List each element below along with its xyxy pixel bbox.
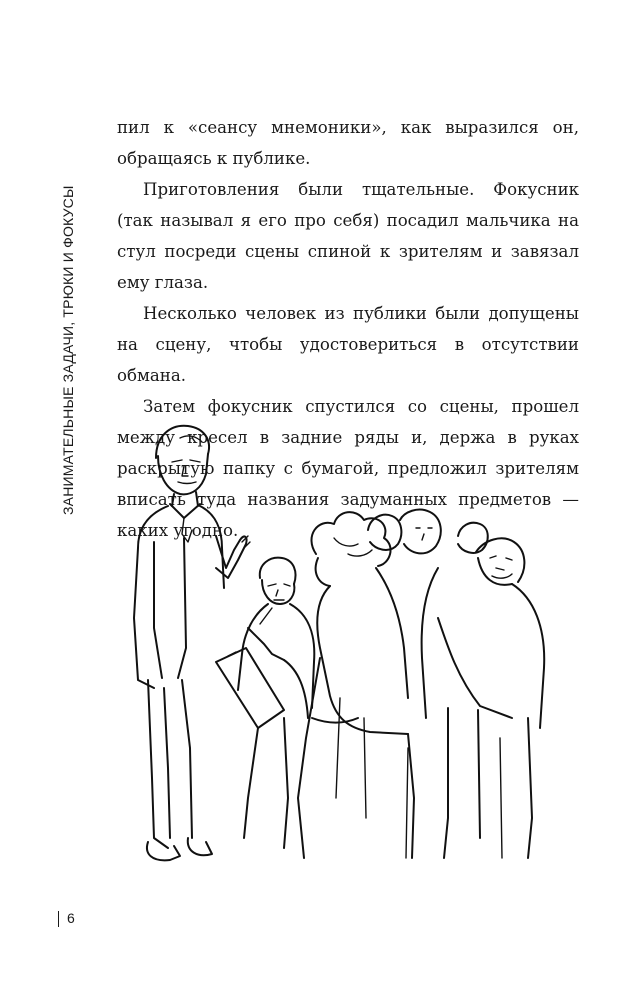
paragraph-4: Затем фокусник спустился со сцены, прошел между кресел в задние ряды и, держа в руках раскрытую папку с бумагой, предложил зрителям вписать туда названия задуманных предметов — каких угодно. [117, 397, 579, 540]
page-number [58, 910, 75, 927]
paragraph-2: Приготовления были тщательные. Фокусник (так называл я его про себя) посадил мальчика на стул посреди сцены спиной к зрителям и завязал ему глаза. [117, 180, 579, 292]
page-number-value: 6 [67, 910, 75, 926]
paragraph-1: пил к «сеансу мнемоники», как выразился он, обращаясь к публике. [117, 118, 579, 168]
curly-haired-woman [298, 512, 414, 858]
audience-men [368, 510, 544, 858]
paragraph-3: Несколько человек из публики были допущены на сцену, чтобы удостовериться в отсутствии обмана. [117, 304, 579, 385]
running-header: ЗАНИМАТЕЛЬНЫЕ ЗАДАЧИ, ТРЮКИ И ФОКУСЫ [60, 185, 76, 515]
magician-audience-illustration [108, 418, 568, 880]
page-number-divider [58, 911, 59, 927]
magician-figure [134, 426, 250, 861]
